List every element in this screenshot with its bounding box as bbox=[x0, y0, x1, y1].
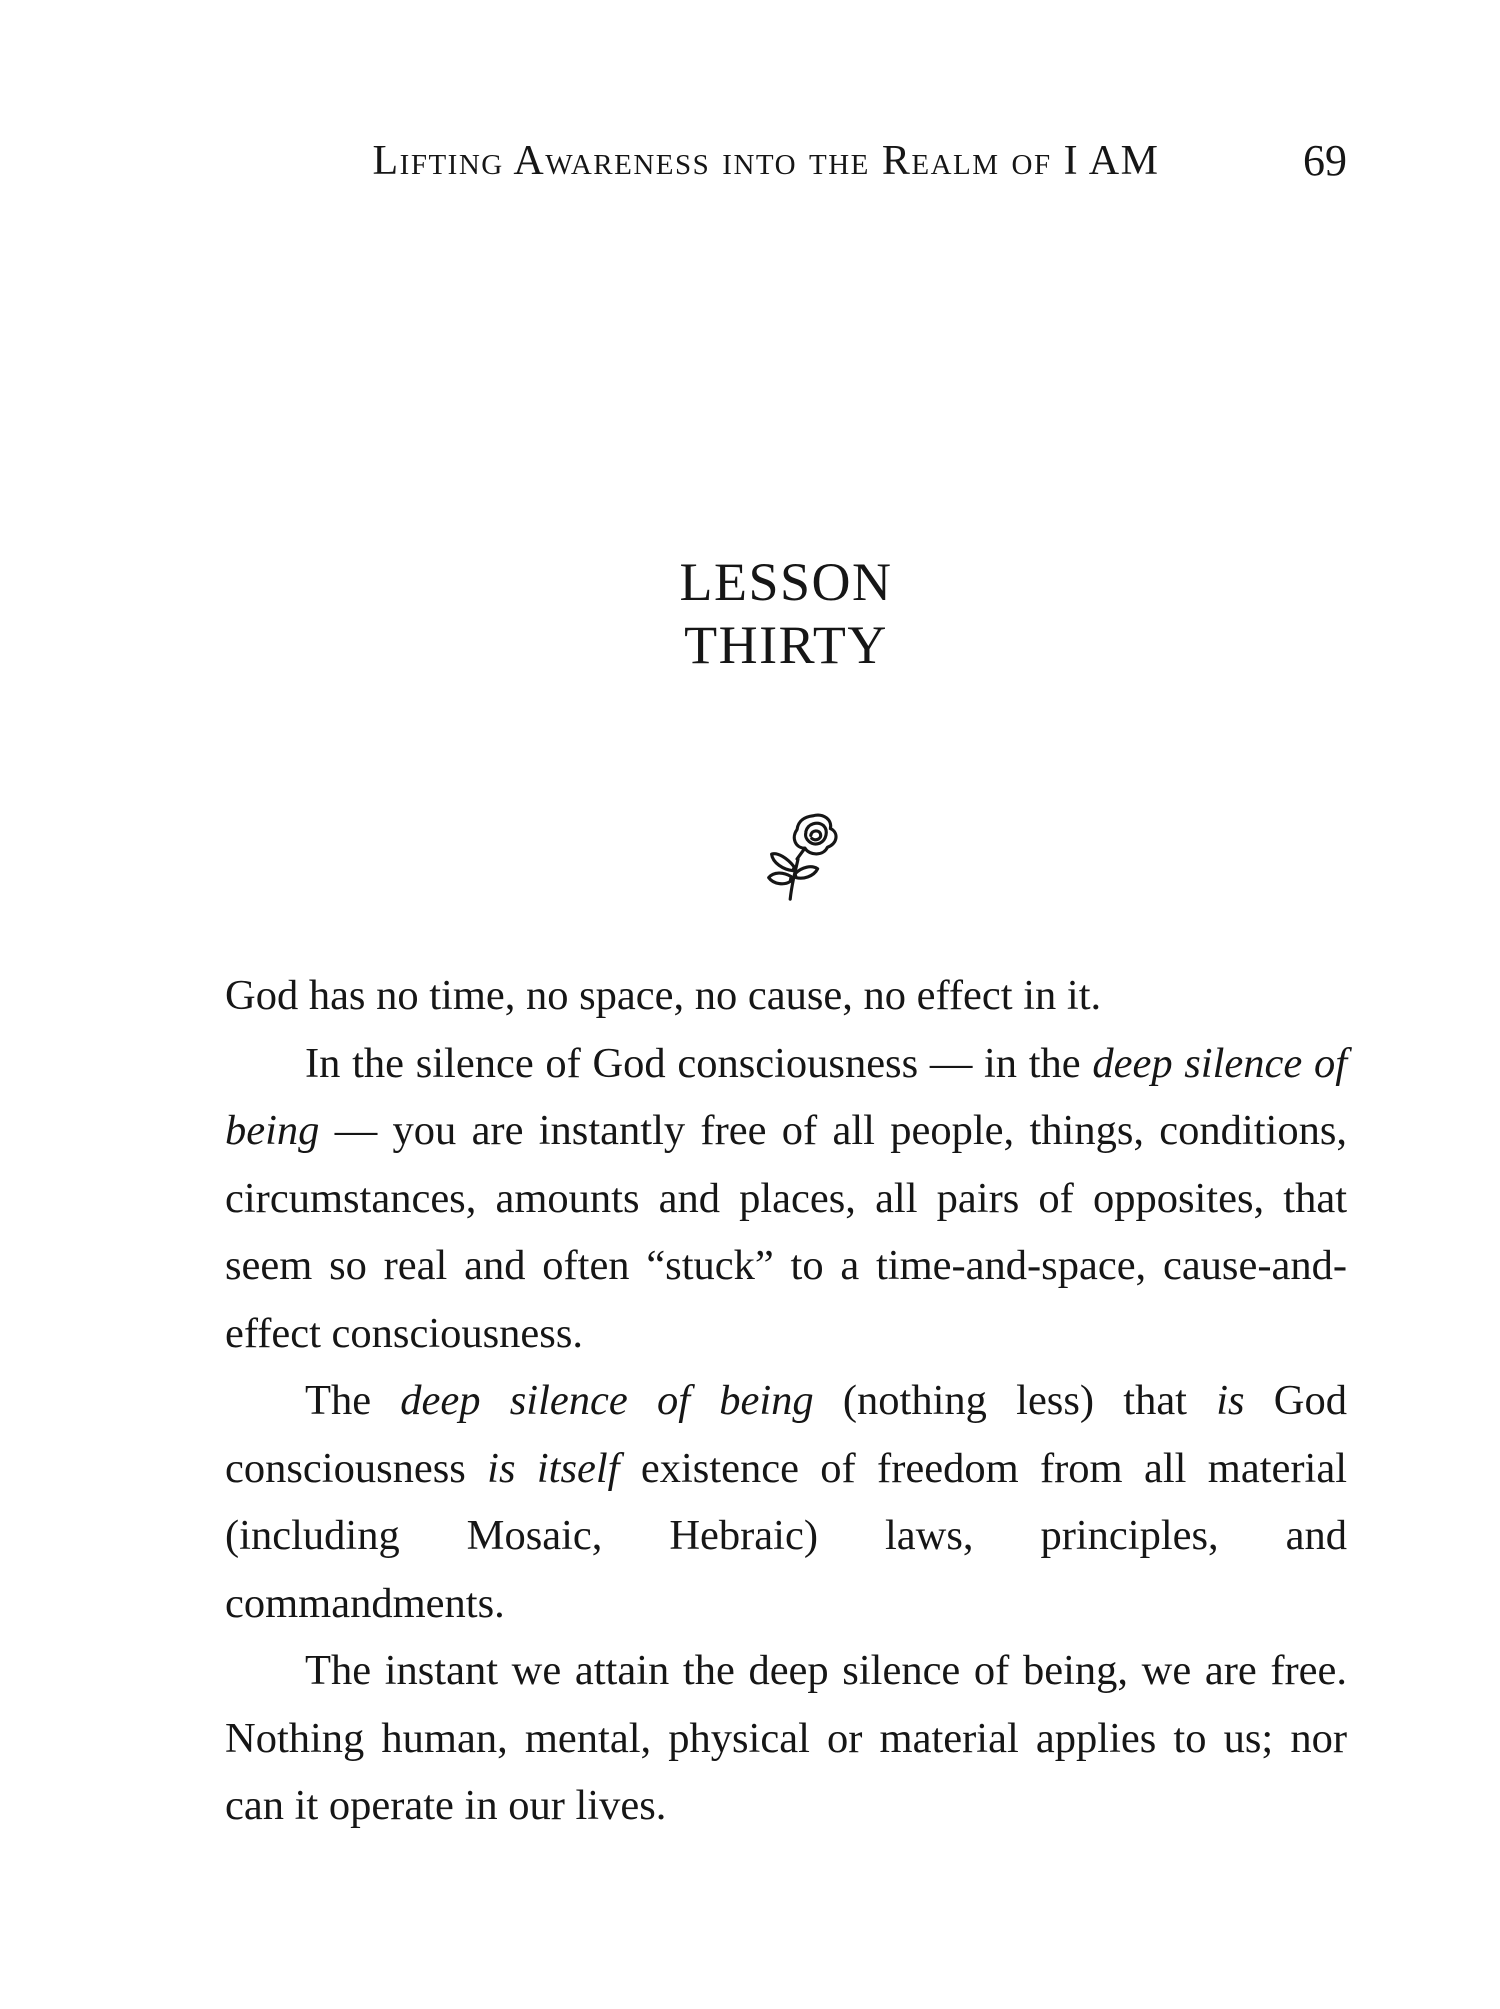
text-run: God consciousness bbox=[225, 1377, 1347, 1492]
text-run: — you are instantly free of all people, things, conditions, circumstances, amounts and places, all pairs of opposites, that seem so real and often “stuck” to a time-and-space, cause-and-effect consciousness. bbox=[225, 1107, 1347, 1357]
text-run: existence of freedom from all material (including Mosaic, Hebraic) laws, principles, and commandments. bbox=[225, 1444, 1348, 1627]
page-number: 69 bbox=[1303, 136, 1347, 185]
paragraph bbox=[225, 1030, 1347, 1368]
text-run: In the silence of God consciousness — in the bbox=[305, 1039, 1093, 1087]
italic-text-run: is bbox=[1216, 1377, 1245, 1424]
text-run: The bbox=[305, 1377, 401, 1424]
rose-ornament-icon bbox=[225, 808, 1347, 911]
text-run: The instant we attain the deep silence of being, we are free. Nothing human, mental, physical or material applies to us; nor can it operate in our lives. bbox=[225, 1647, 1347, 1829]
text-run: God has no time, no space, no cause, no effect in it. bbox=[225, 972, 1102, 1019]
page-header bbox=[225, 138, 1347, 190]
lesson-title bbox=[225, 551, 1347, 677]
text-run: (nothing less) that bbox=[813, 1377, 1217, 1424]
italic-text-run: deep silence of being bbox=[400, 1377, 814, 1424]
paragraph bbox=[225, 1637, 1347, 1840]
paragraph bbox=[225, 1367, 1347, 1637]
lesson-title-line2: THIRTY bbox=[684, 615, 888, 675]
running-title: Lifting Awareness into the Realm of I AM bbox=[372, 138, 1160, 184]
body-text bbox=[225, 962, 1347, 1840]
lesson-title-line1: LESSON bbox=[679, 552, 893, 612]
paragraph bbox=[225, 962, 1347, 1030]
italic-text-run: is itself bbox=[487, 1444, 620, 1492]
italic-text-run: deep silence of being bbox=[225, 1039, 1348, 1154]
